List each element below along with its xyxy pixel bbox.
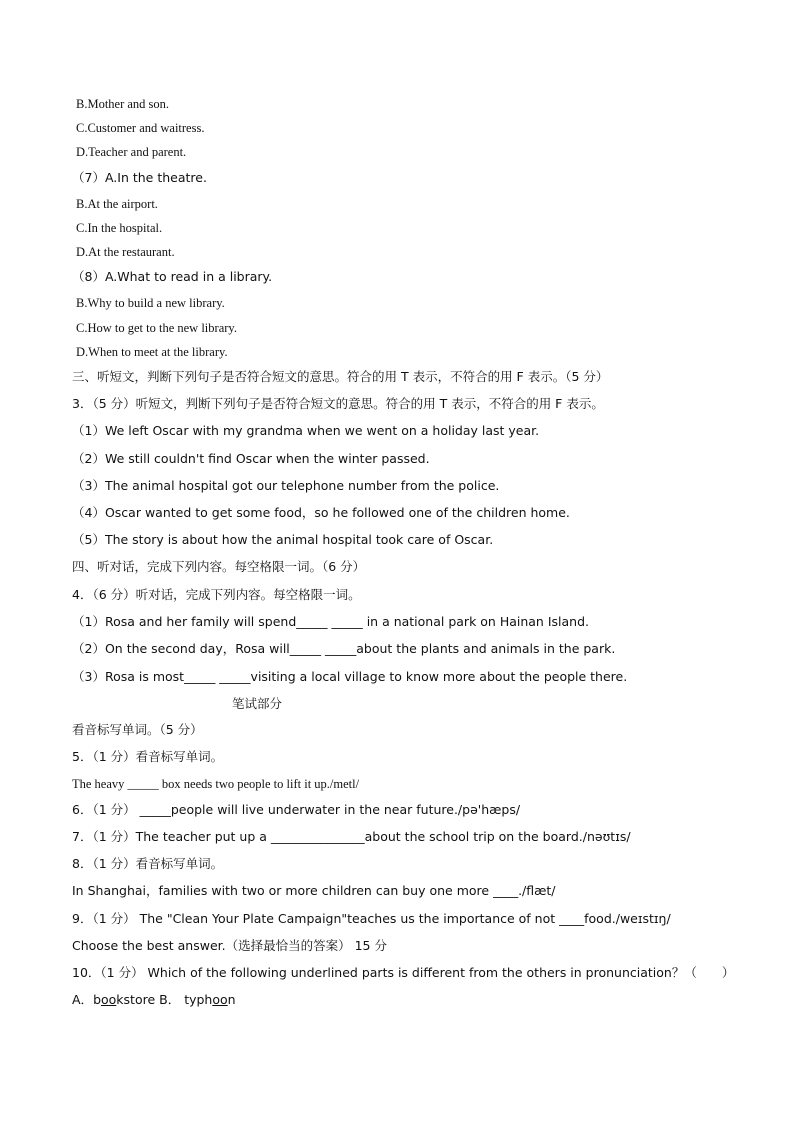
written-part-title: 笔试部分 <box>232 696 283 711</box>
question-7: 7．（1 分）The teacher put up a _______________about the school trip on the board./nəʊtɪs/ <box>72 829 631 844</box>
question-10-stem: 10．（1 分） Which of the following underlined parts is different from the others in pronunciation？（ ） <box>72 965 735 980</box>
section-4-heading: 四、听对话，完成下列内容。每空格限一词。（6 分） <box>72 559 366 574</box>
option-6c: C.Customer and waitress. <box>76 121 205 135</box>
option-b-word-start: typh <box>184 992 213 1007</box>
option-7d: D.At the restaurant. <box>76 245 175 259</box>
choice-section-heading: Choose the best answer.（选择最恰当的答案） 15 分 <box>72 938 387 953</box>
question-3-item-4: （4）Oscar wanted to get some food，so he followed one of the children home. <box>72 505 570 520</box>
question-4-stem: 4．（6 分）听对话，完成下列内容。每空格限一词。 <box>72 587 361 602</box>
option-b-underlined: oo <box>212 992 228 1007</box>
question-5-sentence: The heavy _____ box needs two people to lift it up./metl/ <box>72 777 360 791</box>
question-3-item-3: （3）The animal hospital got our telephone number from the police. <box>72 478 500 493</box>
question-6: 6．（1 分） _____people will live underwater in the near future./pə'hæps/ <box>72 802 521 817</box>
option-7b: B.At the airport. <box>76 197 158 211</box>
question-4-item-1: （1）Rosa and her family will spend_____ _____ in a national park on Hainan Island. <box>72 614 589 629</box>
question-3-item-5: （5）The story is about how the animal hospital took care of Oscar. <box>72 532 494 547</box>
question-9: 9．（1 分） The "Clean Your Plate Campaign"teaches us the importance of not ____food./weɪstɪŋ/ <box>72 911 671 926</box>
question-8-option-a: （8）A.What to read in a library. <box>72 269 273 284</box>
option-b-label: B． <box>155 992 181 1007</box>
option-a-underlined: oo <box>101 992 117 1007</box>
question-3-item-2: （2）We still couldn't find Oscar when the winter passed. <box>72 451 430 466</box>
option-8d: D.When to meet at the library. <box>76 345 228 359</box>
question-4-item-2: （2）On the second day，Rosa will_____ _____about the plants and animals in the park. <box>72 641 616 656</box>
question-10-options <box>72 992 236 1008</box>
question-8-stem: 8．（1 分）看音标写单词。 <box>72 856 224 871</box>
option-6b: B.Mother and son. <box>76 97 170 111</box>
question-8-sentence: In Shanghai，families with two or more children can buy one more ____./flæt/ <box>72 883 556 898</box>
option-a-word-start: b <box>93 992 101 1007</box>
section-3-heading: 三、听短文，判断下列句子是否符合短文的意思。符合的用 T 表示，不符合的用 F 表示。（5 分） <box>72 369 609 384</box>
option-a-word-end: kstore <box>116 992 156 1007</box>
option-b-word-end: n <box>227 992 236 1007</box>
option-6d: D.Teacher and parent. <box>76 145 187 159</box>
option-7c: C.In the hospital. <box>76 221 163 235</box>
option-8c: C.How to get to the new library. <box>76 321 237 335</box>
question-3-stem: 3．（5 分）听短文，判断下列句子是否符合短文的意思。符合的用 T 表示，不符合的用 F 表示。 <box>72 396 604 411</box>
option-a-label: A． <box>72 992 94 1007</box>
question-5-stem: 5．（1 分）看音标写单词。 <box>72 749 224 764</box>
question-7-option-a: （7）A.In the theatre. <box>72 170 207 185</box>
question-4-item-3: （3）Rosa is most_____ _____visiting a local village to know more about the people there. <box>72 669 628 684</box>
option-8b: B.Why to build a new library. <box>76 296 225 310</box>
question-3-item-1: （1）We left Oscar with my grandma when we went on a holiday last year. <box>72 423 540 438</box>
phonetics-section-heading: 看音标写单词。（5 分） <box>72 722 203 737</box>
